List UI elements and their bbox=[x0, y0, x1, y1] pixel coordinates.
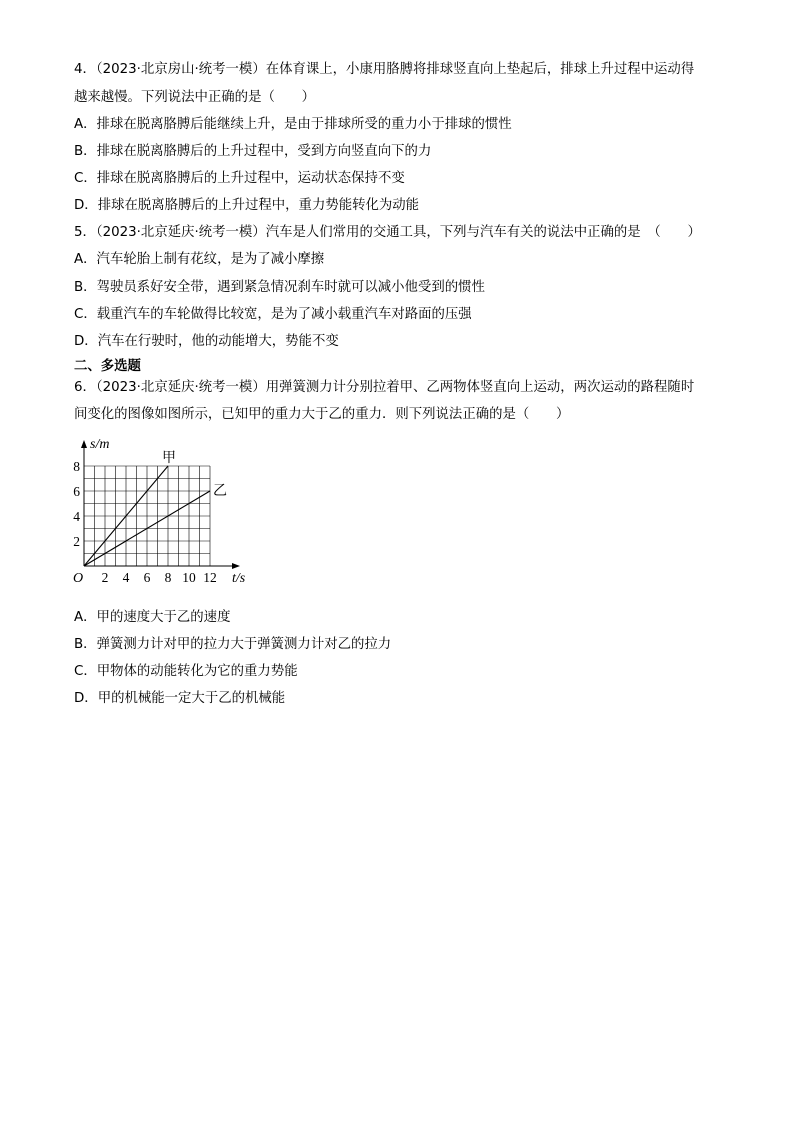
q5-option-a: A．汽车轮胎上制有花纹，是为了减小摩擦 bbox=[74, 252, 325, 267]
q6-stem-line1: 6．（2023·北京延庆·统考一模）用弹簧测力计分别拉着甲、乙两物体竖直向上运动，两次运动的路程随时 bbox=[74, 380, 695, 395]
q5-option-c: C．载重汽车的车轮做得比较宽，是为了减小载重汽车对路面的压强 bbox=[74, 307, 472, 322]
y-tick-label: 8 bbox=[73, 459, 80, 474]
y-axis-label: s/m bbox=[90, 437, 110, 452]
q6-stem-line2: 间变化的图像如图所示，已知甲的重力大于乙的重力．则下列说法正确的是（ ） bbox=[74, 407, 570, 422]
x-tick-label: 6 bbox=[143, 570, 151, 585]
q4-stem-line2: 越来越慢。下列说法中正确的是（ ） bbox=[74, 90, 316, 105]
origin-label: O bbox=[72, 571, 84, 586]
q6-option-a: A．甲的速度大于乙的速度 bbox=[74, 610, 231, 625]
q4-option-c: C．排球在脱离胳膊后的上升过程中，运动状态保持不变 bbox=[74, 171, 405, 186]
axis-labels bbox=[73, 437, 246, 586]
y-tick-label: 4 bbox=[73, 509, 80, 524]
section-heading: 二、多选题 bbox=[74, 359, 141, 374]
q5-option-b: B．驾驶员系好安全带，遇到紧急情况刹车时就可以减小他受到的惯性 bbox=[74, 280, 485, 295]
y-tick-label: 2 bbox=[73, 534, 80, 549]
y-tick-label: 6 bbox=[73, 484, 80, 499]
x-tick-label: 10 bbox=[182, 570, 196, 585]
x-axis-label: t/s bbox=[232, 571, 246, 586]
distance-time-graph bbox=[66, 434, 266, 586]
q4-option-a: A．排球在脱离胳膊后能继续上升，是由于排球所受的重力小于排球的惯性 bbox=[74, 117, 512, 132]
q5-stem-line1: 5．（2023·北京延庆·统考一模）汽车是人们常用的交通工具，下列与汽车有关的说法中正确的是 （ ） bbox=[74, 225, 701, 240]
q6-option-d: D．甲的机械能一定大于乙的机械能 bbox=[74, 691, 286, 706]
x-tick-label: 4 bbox=[122, 570, 130, 585]
q6-option-b: B．弹簧测力计对甲的拉力大于弹簧测力计对乙的拉力 bbox=[74, 637, 392, 652]
x-tick-label: 2 bbox=[101, 570, 109, 585]
q4-option-d: D．排球在脱离胳膊后的上升过程中，重力势能转化为动能 bbox=[74, 198, 420, 213]
q6-option-c: C．甲物体的动能转化为它的重力势能 bbox=[74, 664, 298, 679]
grid bbox=[84, 466, 210, 566]
series-label-1: 甲 bbox=[162, 451, 176, 466]
y-axis-arrow bbox=[81, 440, 87, 448]
series-label-2: 乙 bbox=[213, 484, 227, 499]
x-tick-label: 12 bbox=[203, 570, 217, 585]
x-tick-label: 8 bbox=[164, 570, 172, 585]
q5-option-d: D．汽车在行驶时，他的动能增大，势能不变 bbox=[74, 334, 339, 349]
x-axis-arrow bbox=[232, 563, 240, 569]
q4-stem-line1: 4．（2023·北京房山·统考一模）在体育课上，小康用胳膊将排球竖直向上垫起后，排球上升过程中运动得 bbox=[74, 62, 695, 77]
q4-option-b: B．排球在脱离胳膊后的上升过程中，受到方向竖直向下的力 bbox=[74, 144, 432, 159]
